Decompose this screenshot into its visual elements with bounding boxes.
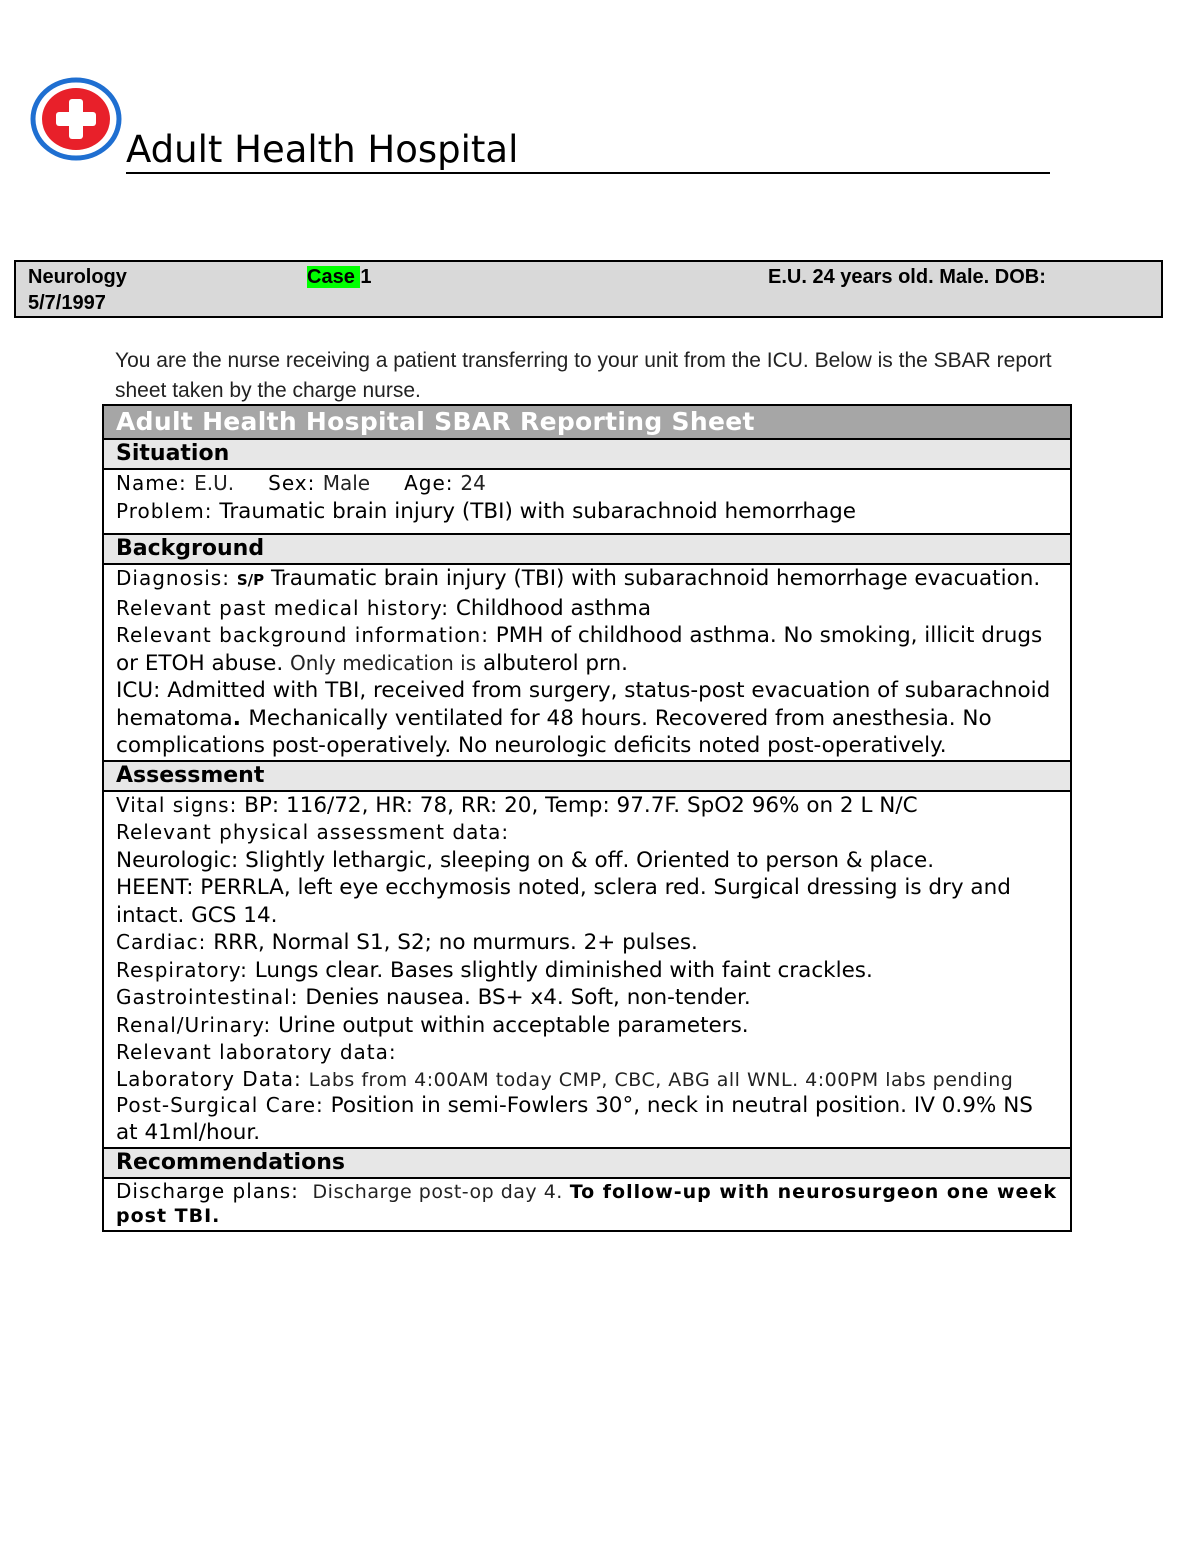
patient-dob: 5/7/1997 bbox=[28, 292, 106, 314]
pmh-value: Childhood asthma bbox=[455, 595, 652, 621]
background-info-value: PMH of childhood asthma. No smoking, illicit drugs or ETOH abuse. bbox=[116, 623, 1043, 676]
sex-label: Sex bbox=[268, 471, 308, 495]
respiratory-label: Respiratory: bbox=[116, 957, 248, 982]
medication-prefix: Only medication is bbox=[290, 650, 477, 675]
background-body: Diagnosis: S/P Traumatic brain injury (TBI) with subarachnoid hemorrhage evacuation. Relevant past medical history: Childhood asthma Relevant background information: PMH of childhood asthma. No smoking, illicit drugs or ETOH abuse. Only medication is albuterol prn. ICU: Admitted with TBI, received from surgery, status-post evacuation of subarachnoid hematoma. Mechanically ventilated for 48 hours. Recovered from anesthesia. No complications post-operatively. No neurologic deficits noted post-operatively. bbox=[104, 565, 1070, 762]
cardiac-label: Cardiac: bbox=[116, 930, 207, 954]
pmh-label: Relevant past medical history: bbox=[116, 595, 449, 620]
name-label: Name bbox=[116, 471, 180, 495]
patient-summary: E.U. 24 years old. Male. DOB: bbox=[768, 266, 1046, 288]
gi-label: Gastrointestinal: bbox=[116, 985, 299, 1009]
age-value: 24 bbox=[460, 471, 486, 495]
name-value: E.U. bbox=[194, 471, 235, 495]
situation-body: Name: E.U. Sex: Male Age: 24 Problem: Traumatic brain injury (TBI) with subarachnoid hemorrhage bbox=[104, 470, 1070, 535]
heent-label: HEENT: bbox=[116, 875, 194, 900]
heent-value: PERRLA, left eye ecchymosis noted, sclera red. Surgical dressing is dry and intact. GCS 14. bbox=[116, 875, 1011, 928]
department-label: Neurology bbox=[28, 266, 127, 288]
assessment-body bbox=[104, 792, 1070, 1149]
respiratory-value: Lungs clear. Bases slightly diminished with faint crackles. bbox=[254, 957, 873, 983]
background-heading: Background bbox=[104, 535, 1070, 565]
problem-value: Traumatic brain injury (TBI) with subarachnoid hemorrhage bbox=[219, 498, 857, 524]
background-info-label: Relevant background information: bbox=[116, 623, 489, 647]
age-label: Age: bbox=[404, 471, 454, 495]
case-label bbox=[307, 264, 372, 290]
vitals-value: BP: 116/72, HR: 78, RR: 20, Temp: 97.7F. SpO2 96% on 2 L N/C bbox=[244, 792, 918, 818]
renal-label: Renal/Urinary: bbox=[116, 1012, 272, 1037]
sbar-sheet bbox=[102, 404, 1072, 1232]
lab-heading: Relevant laboratory data: bbox=[116, 1040, 397, 1064]
lab-value: Labs from 4:00AM today CMP, CBC, ABG all WNL. 4:00PM labs pending bbox=[308, 1068, 1014, 1091]
recommendations-body bbox=[104, 1179, 1070, 1230]
assessment-heading: Assessment bbox=[104, 762, 1070, 792]
gi-value: Denies nausea. BS+ x4. Soft, non-tender. bbox=[305, 985, 751, 1010]
lab-label: Laboratory Data: bbox=[116, 1066, 302, 1091]
sex-value: Male bbox=[322, 471, 371, 495]
recommendations-heading: Recommendations bbox=[104, 1149, 1070, 1179]
sbar-title: Adult Health Hospital SBAR Reporting Sheet bbox=[104, 406, 1070, 440]
intro-text: You are the nurse receiving a patient transferring to your unit from the ICU. Below is the SBAR report sheet taken by the charge nurse. bbox=[115, 349, 1052, 402]
case-bar bbox=[14, 260, 1163, 318]
renal-value: Urine output within acceptable parameters. bbox=[278, 1012, 749, 1038]
diagnosis-value: Traumatic brain injury (TBI) with subarachnoid hemorrhage evacuation. bbox=[270, 566, 1041, 591]
neuro-label: Neurologic: bbox=[116, 847, 239, 873]
medication-value: albuterol prn. bbox=[482, 650, 628, 676]
vitals-label: Vital signs: bbox=[116, 792, 238, 817]
hospital-title: Adult Health Hospital bbox=[126, 128, 1050, 174]
icu-value-2: Mechanically ventilated for 48 hours. Recovered from anesthesia. No complications post-operatively. No neurologic deficits noted post-operatively. bbox=[116, 705, 992, 758]
diagnosis-label: Diagnosis: bbox=[116, 566, 230, 590]
post-surgical-label: Post-Surgical Care: bbox=[116, 1092, 324, 1117]
post-surgical-value: Position in semi-Fowlers 30°, neck in neutral position. IV 0.9% NS at 41ml/hour. bbox=[116, 1092, 1033, 1145]
neuro-value: Slightly lethargic, sleeping on & off. Oriented to person & place. bbox=[245, 847, 935, 873]
red-cross-icon bbox=[30, 77, 122, 161]
situation-heading: Situation bbox=[104, 440, 1070, 470]
physical-assessment-heading: Relevant physical assessment data: bbox=[116, 820, 510, 844]
icu-value-1: Admitted with TBI, received from surgery, status-post evacuation of subarachnoid hematoma bbox=[116, 678, 1051, 731]
case-number: 1 bbox=[360, 266, 372, 288]
problem-label: Problem: bbox=[116, 498, 213, 523]
case-highlight: Case bbox=[307, 266, 361, 288]
followup-value: To follow-up with neurosurgeon one week post TBI. bbox=[116, 1180, 1057, 1227]
discharge-value: Discharge post-op day 4. bbox=[312, 1180, 563, 1203]
cardiac-value: RRR, Normal S1, S2; no murmurs. 2+ pulses. bbox=[213, 930, 698, 955]
icu-label: ICU: bbox=[116, 678, 161, 703]
diagnosis-sp: S/P bbox=[236, 571, 265, 589]
discharge-label: Discharge plans: bbox=[116, 1178, 299, 1203]
